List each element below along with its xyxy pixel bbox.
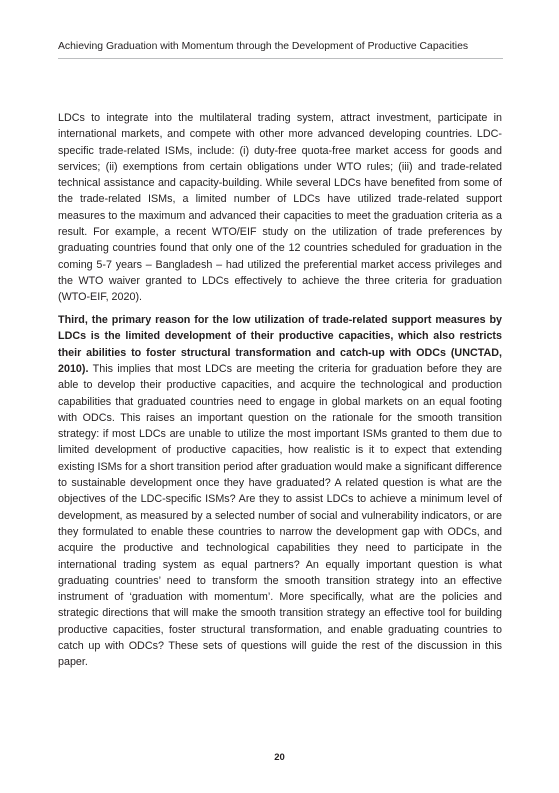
- running-header: Achieving Graduation with Momentum through the Development of Productive Capacities: [58, 41, 469, 52]
- body-text: [58, 110, 502, 671]
- header-rule: [58, 58, 503, 59]
- paragraph-2: [58, 312, 502, 671]
- paragraph-2-lead: Third, the primary reason for the low utilization of trade-related support measures by LDCs is the limited development of their productive capacities, which also restricts their abilities to foster structural transformation and catch-up with ODCs (UNCTAD, 2010).: [58, 314, 502, 375]
- paragraph-1: LDCs to integrate into the multilateral trading system, attract investment, participate in international markets, and compete with other more advanced developing countries. LDC-specific trade-related ISMs, include: (i) duty-free quota-free market access for goods and services; (ii) exemptions from certain obligations under WTO rules; (iii) and trade-related technical assistance and capacity-building. While several LDCs have benefited from some of the trade-related ISMs, a limited number of LDCs have utilized trade-related support measures to the maximum and advanced their capacities to meet the graduation criteria as a result. For example, a recent WTO/EIF study on the utilization of trade preferences by graduating countries found that only one of the 12 countries scheduled for graduation in the coming 5-7 years – Bangladesh – had utilized the preferential market access privileges and the WTO waiver granted to LDCs effectively to achieve the three criteria for graduation (WTO-EIF, 2020).: [58, 112, 502, 304]
- paragraph-2-body: This implies that most LDCs are meeting the criteria for graduation before they are able to develop their productive capacities, and acquire the technological and production capabilities that graduated countries need to engage in global markets on an equal footing with ODCs. This raises an important question on the rationale for the smooth transition strategy: if most LDCs are unable to utilize the most important ISMs granted to them due to limited development of productive capacities, how realistic is it to expect that extending existing ISMs for a short transition period after graduation would make a significant difference to sustainable development once they have graduated? A related question is what are the objectives of the LDC-specific ISMs? Are they to assist LDCs to achieve a minimum level of development, as measured by a selected number of social and vulnerability indicators, or are they formulated to enable these countries to narrow the development gap with ODCs, and acquire the productive and technological capabilities they need to participate in the international trading system as equal partners? An equally important question is what graduating countries’ need to transform the smooth transition strategy into an effective instrument of ‘graduation with momentum’. More specifically, what are the policies and strategic directions that will make the smooth transition strategy an effective tool for building productive capacities, foster structural transformation, and enable graduating countries to catch up with ODCs? These sets of questions will guide the rest of the discussion in this paper.: [58, 362, 502, 669]
- page-number: 20: [274, 752, 285, 763]
